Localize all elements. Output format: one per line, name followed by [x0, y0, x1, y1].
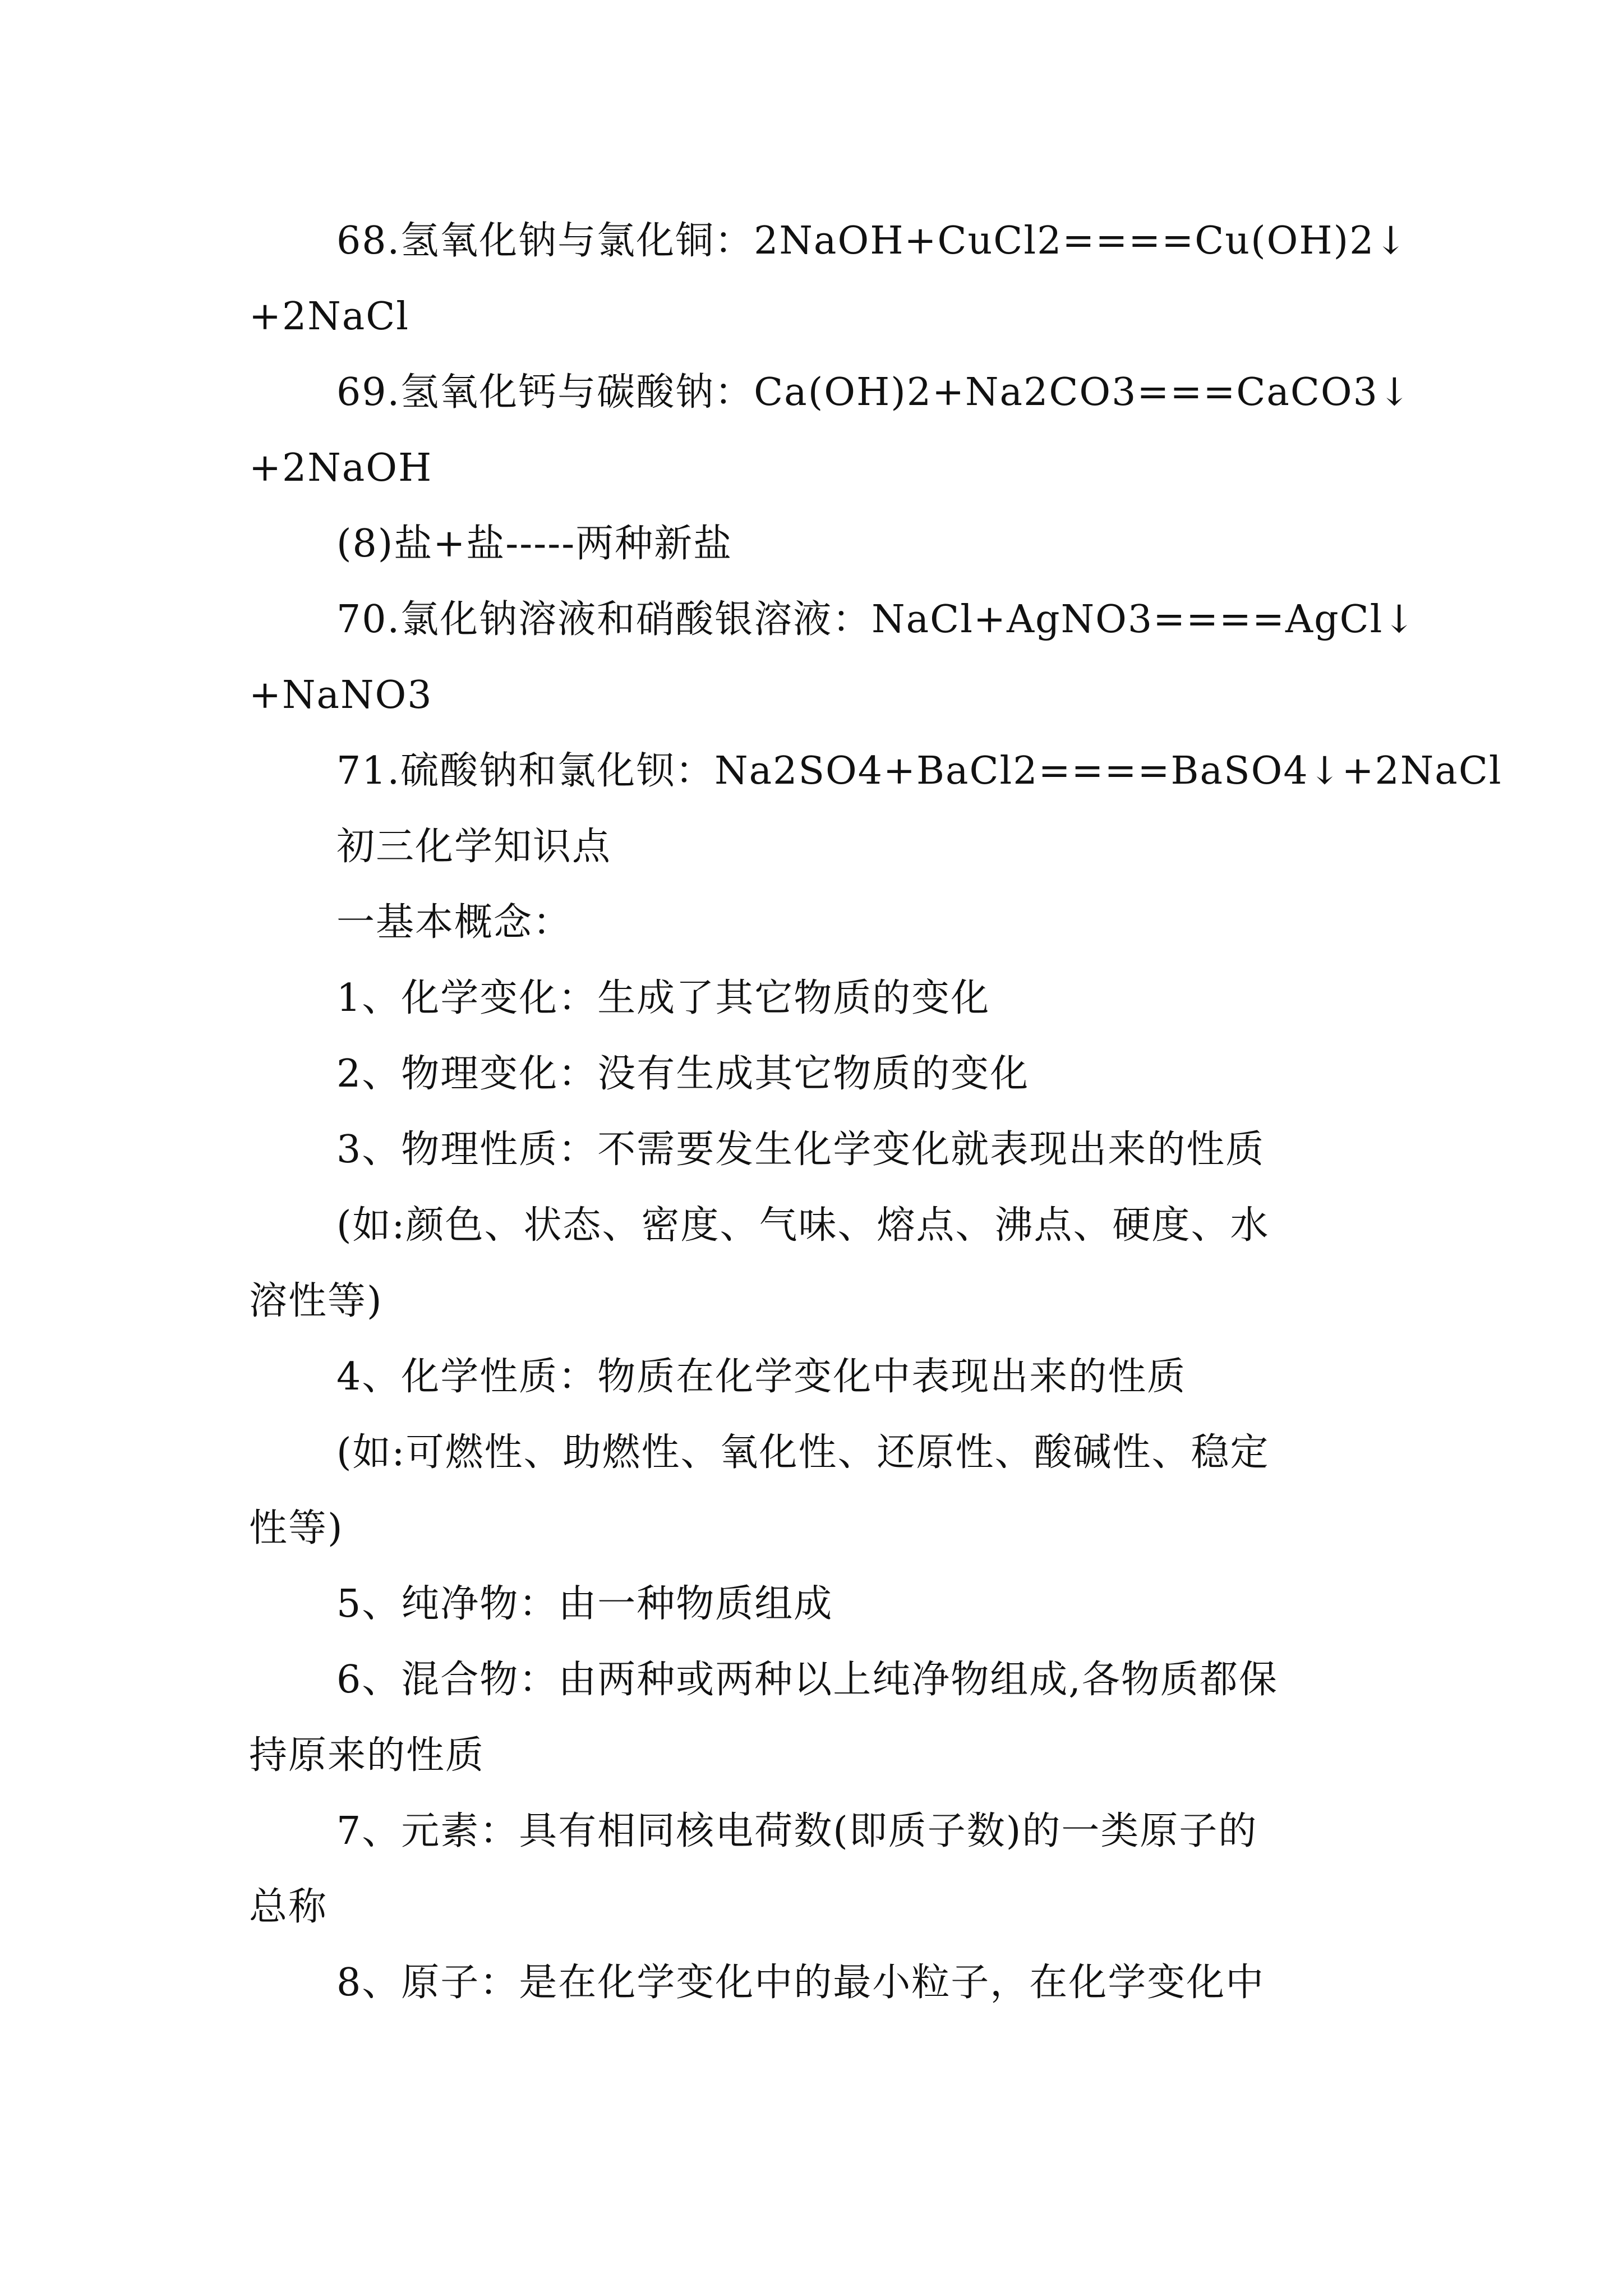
text-line-item-2: 2、物理变化：没有生成其它物质的变化	[336, 1052, 1030, 1096]
text-line-71: 71.硫酸钠和氯化钡：Na2SO4+BaCl2====BaSO4↓+2NaCl	[336, 749, 1502, 793]
text-line-item-4-cont: (如:可燃性、助燃性、氧化性、还原性、酸碱性、稳定	[336, 1430, 1270, 1475]
text-line-item-4-end: 性等)	[249, 1506, 344, 1550]
text-line-item-3-cont: (如:颜色、状态、密度、气味、熔点、沸点、硬度、水	[336, 1203, 1270, 1248]
text-line-item-6: 6、混合物：由两种或两种以上纯净物组成,各物质都保	[336, 1658, 1278, 1702]
text-line-item-8: 8、原子：是在化学变化中的最小粒子，在化学变化中	[336, 1961, 1265, 2005]
text-line-70: 70.氯化钠溶液和硝酸银溶液：NaCl+AgNO3====AgCl↓	[336, 597, 1417, 642]
text-line-item-1: 1、化学变化：生成了其它物质的变化	[336, 976, 990, 1020]
text-line-70-cont: +NaNO3	[249, 673, 433, 717]
section-title: 初三化学知识点	[336, 825, 612, 869]
text-line-68: 68.氢氧化钠与氯化铜：2NaOH+CuCl2====Cu(OH)2↓	[336, 219, 1408, 263]
section-heading-basic: 一基本概念：	[336, 900, 573, 945]
text-line-item-7-cont: 总称	[249, 1885, 328, 1929]
section-heading-8: (8)盐+盐-----两种新盐	[336, 522, 733, 566]
text-line-item-4: 4、化学性质：物质在化学变化中表现出来的性质	[336, 1355, 1187, 1399]
text-line-item-7: 7、元素：具有相同核电荷数(即质子数)的一类原子的	[336, 1809, 1258, 1853]
text-line-69: 69.氢氧化钙与碳酸钠：Ca(OH)2+Na2CO3===CaCO3↓	[336, 370, 1412, 415]
text-line-item-3-end: 溶性等)	[249, 1279, 383, 1323]
text-line-item-5: 5、纯净物：由一种物质组成	[336, 1582, 833, 1626]
text-line-68-cont: +2NaCl	[249, 295, 410, 339]
text-line-item-6-cont: 持原来的性质	[249, 1733, 485, 1778]
text-line-item-3: 3、物理性质：不需要发生化学变化就表现出来的性质	[336, 1128, 1265, 1172]
text-line-69-cont: +2NaOH	[249, 446, 433, 490]
